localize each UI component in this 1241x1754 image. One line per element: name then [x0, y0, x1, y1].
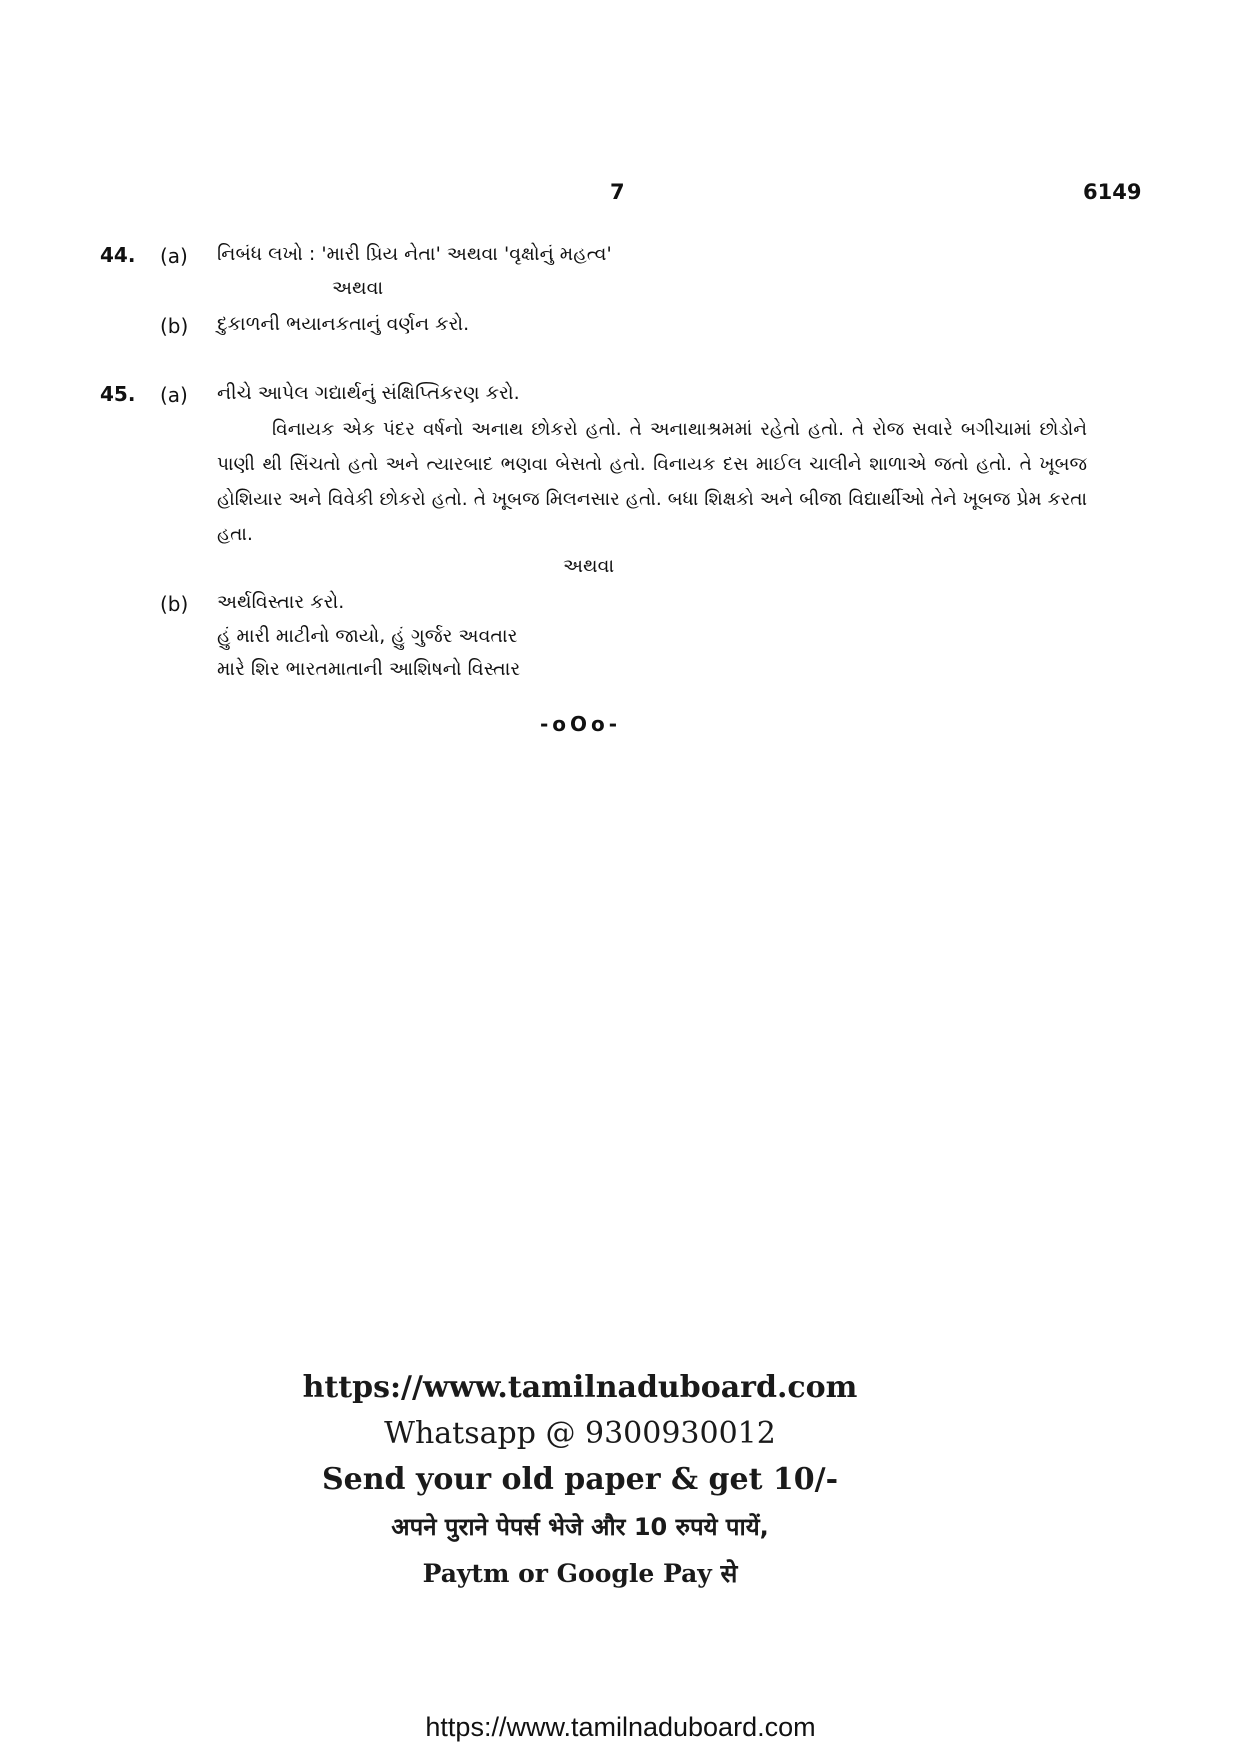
promo-whatsapp: Whatsapp @ 9300930012: [384, 1416, 776, 1451]
q45-poem-line-1: હું મારી માટીનો જાયો, હું ગુર્જર અવતાર: [217, 625, 518, 647]
paper-code: 6149: [1083, 180, 1142, 204]
q45-passage: વિનાયક એક પંદર વર્ષનો અનાથ છોકરો હતો. તે અનાથાશ્રમમાં રહેતો હતો. તે રોજ સવારે બગીચામાં છોડોને પાણી થી સિંચતો હતો અને ત્યારબાદ ભણવા બેસતો હતો. વિનાયક દસ માઈલ ચાલીને શાળાએ જતો હતો. તે ખૂબજ હોશિયાર અને વિવેકી છોકરો હતો. તે ખૂબજ મિલનસાર હતો. બધા શિક્ષકો અને બીજા વિદ્યાર્થીઓ તેને ખૂબજ પ્રેમ કરતા હતા.: [217, 419, 1087, 545]
q45-poem-line-2: મારે શિર ભારતમાતાની આશિષનો વિસ્તાર: [217, 658, 521, 680]
q44-part-b-text: દુકાળની ભયાનકતાનું વર્ણન કરો.: [217, 313, 470, 335]
end-of-paper-mark: -oOo-: [540, 712, 622, 736]
q44-part-b-label: (b): [160, 314, 189, 338]
promo-payment: Paytm or Google Pay से: [422, 1559, 738, 1588]
q45-part-a-text: નીચે આપેલ ગદ્યાર્થનું સંક્ષિપ્તિકરણ કરો.: [217, 382, 520, 404]
q44-or-text: અથવા: [332, 277, 384, 299]
question-number-45: 45.: [100, 382, 136, 406]
q45-or-text: અથવા: [563, 555, 615, 577]
q45-part-a-label: (a): [160, 383, 188, 407]
q44-part-a-text: નિબંધ લખો : 'મારી પ્રિય નેતા' અથવા 'વૃક્ષોનું મહત્વ': [217, 243, 612, 265]
promo-hindi: अपने पुराने पेपर्स भेजे और 10 रुपये पायें,: [391, 1513, 769, 1541]
promo-url[interactable]: https://www.tamilnaduboard.com: [302, 1370, 858, 1405]
page-number: 7: [610, 180, 625, 204]
q45-part-b-text: અર્થવિસ્તાર કરો.: [217, 591, 345, 613]
q44-part-a-label: (a): [160, 244, 188, 268]
promo-offer: Send your old paper & get 10/-: [321, 1462, 839, 1497]
question-number-44: 44.: [100, 243, 136, 267]
q45-part-b-label: (b): [160, 592, 189, 616]
footer-url[interactable]: https://www.tamilnaduboard.com: [425, 1712, 816, 1742]
